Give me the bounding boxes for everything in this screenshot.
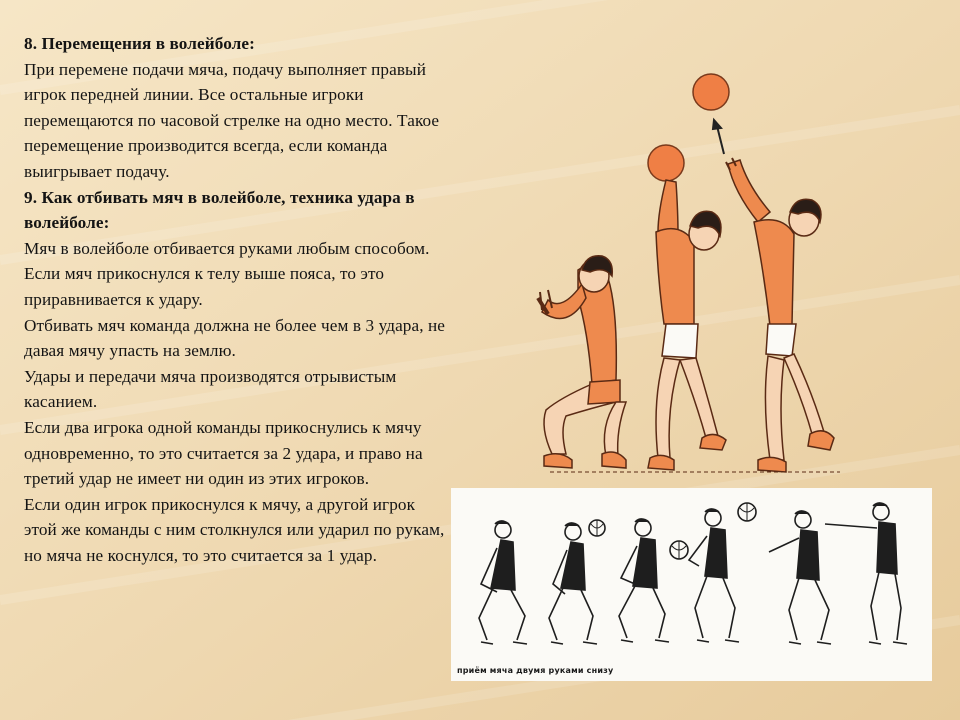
player-reaching [726,158,834,472]
volleyball-set-illustration [530,62,860,482]
illustration-caption: приём мяча двумя руками снизу [457,666,614,675]
section-9-paragraph-4: Если два игрока одной команды прикоснулись к мячу одновременно, то это считается за 2 удара, и право на третий удар не имеет ни один из этих игроков. [24,417,423,489]
arrow-up-icon [713,120,724,154]
section-9-paragraph-5: Если один игрок прикоснулся к мячу, а другой игрок этой же команды с ним столкнулся или ударил по рукам, но мяча не коснулся, то это считается за 1 удар. [24,494,445,565]
figure-4 [689,509,739,642]
underhand-pass-illustration [451,488,932,681]
section-9-paragraph-1: Мяч в волейболе отбивается руками любым способом. Если мяч прикоснулся к телу выше пояса, то это приравнивается к удару. [24,238,430,309]
section-9-paragraph-3: Удары и передачи мяча производятся отрывистым касанием. [24,366,397,412]
section-8-heading: 8. Перемещения в волейболе: [24,34,255,53]
section-9-heading: 9. Как отбивать мяч в волейболе, техника удара в волейболе: [24,187,415,233]
section-8-paragraph: При перемене подачи мяча, подачу выполняет правый игрок передней линии. Все остальные игроки перемещаются по часовой стрелке на одно место. Такое перемещение производится всегда, если команда выигрывает подачу. [24,59,440,181]
player-crouching [538,256,626,468]
text-column [24,31,449,568]
section-9-paragraph-2: Отбивать мяч команда должна не более чем в 3 удара, не давая мячу упасть на землю. [24,315,446,361]
figure-2 [549,523,597,644]
figure-5 [769,511,831,644]
figure-1 [479,521,527,644]
ball-high [693,74,729,110]
underhand-pass-sequence [451,488,932,681]
figure-6 [825,503,907,644]
player-setting [648,180,726,470]
figure-3 [619,519,669,642]
ball-low [648,145,684,181]
